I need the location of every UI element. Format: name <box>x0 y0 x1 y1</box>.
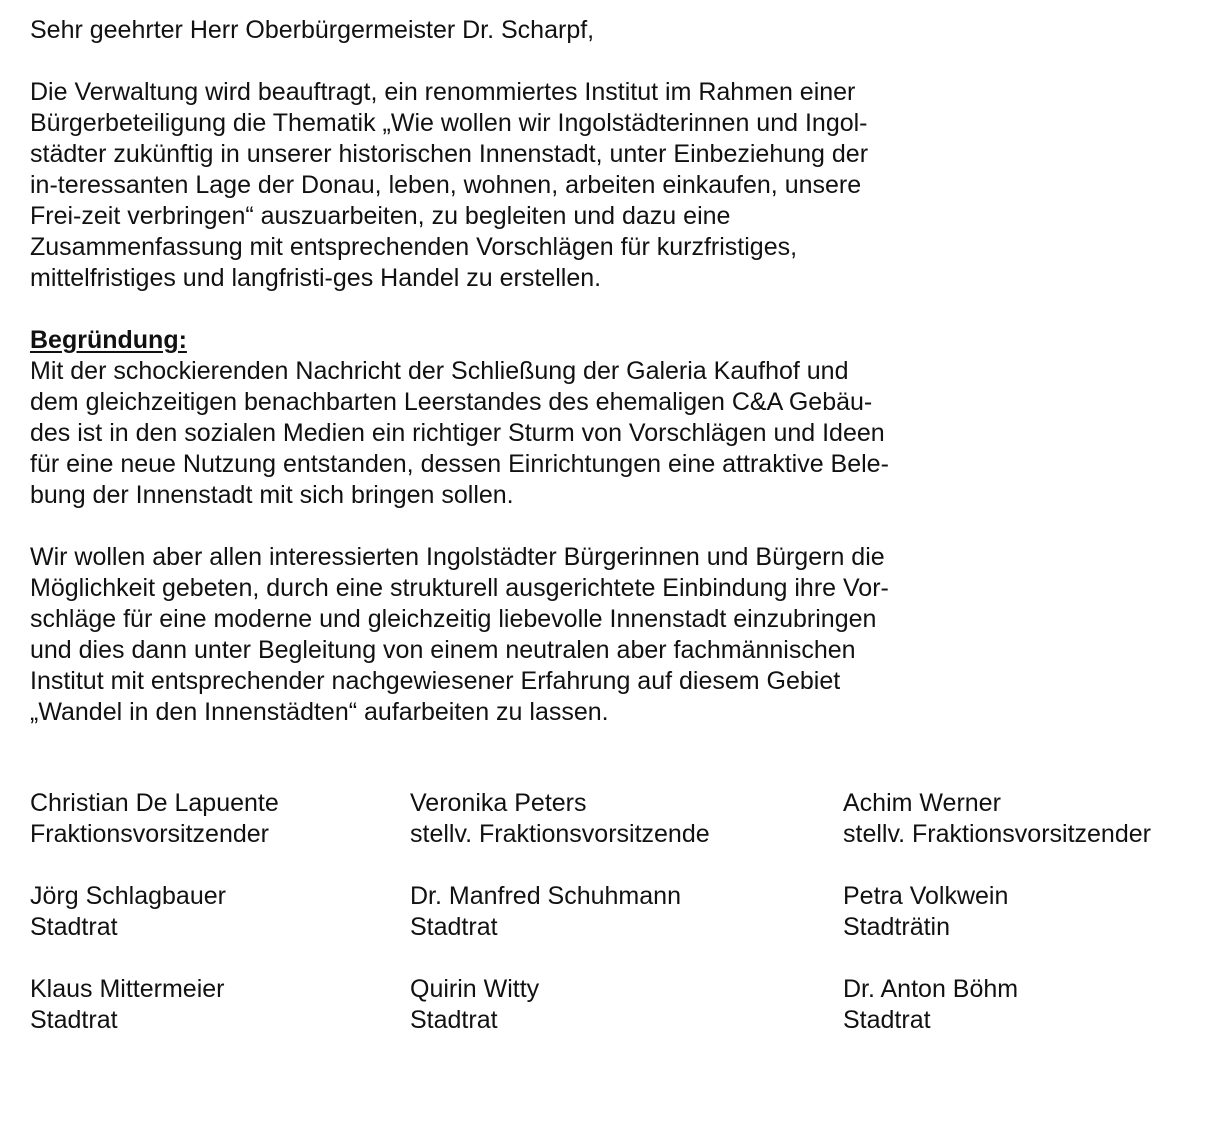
signatory-role: Stadträtin <box>843 913 951 941</box>
letter-body <box>30 15 1190 728</box>
signatory <box>30 788 279 850</box>
signatory-role: stellv. Fraktionsvorsitzender <box>843 820 1151 848</box>
signatory-name: Christian De Lapuente <box>30 789 279 817</box>
signatory-role: Stadtrat <box>410 913 498 941</box>
signatory-name: Petra Volkwein <box>843 882 1009 910</box>
signatory <box>30 881 226 943</box>
signature-block <box>30 788 1200 1067</box>
closing-paragraph <box>30 542 1190 728</box>
text-line: städter zukünftig in unserer historischen Innenstadt, unter Einbeziehung der <box>30 140 869 168</box>
text-line: in-teressanten Lage der Donau, leben, wohnen, arbeiten einkaufen, unsere <box>30 171 862 199</box>
signatory-role: Stadtrat <box>410 1006 498 1034</box>
paragraph-gap <box>30 294 1190 325</box>
text-line: Zusammenfassung mit entsprechenden Vorschlägen für kurzfristiges, <box>30 233 798 261</box>
signatory <box>843 974 1018 1036</box>
text-line: und dies dann unter Begleitung von einem neutralen aber fachmännischen <box>30 636 856 664</box>
signature-row <box>30 881 1200 974</box>
signatory-role: Fraktionsvorsitzender <box>30 820 269 848</box>
signatory-role: Stadtrat <box>30 913 118 941</box>
text-line: dem gleichzeitigen benachbarten Leerstandes des ehemaligen C&A Gebäu- <box>30 388 873 416</box>
signature-row <box>30 974 1200 1067</box>
text-line: des ist in den sozialen Medien ein richtiger Sturm von Vorschlägen und Ideen <box>30 419 885 447</box>
signatory-name: Achim Werner <box>843 789 1001 817</box>
signatory-name: Veronika Peters <box>410 789 587 817</box>
signatory-role: Stadtrat <box>30 1006 118 1034</box>
reason-paragraph <box>30 356 1190 511</box>
text-line: für eine neue Nutzung entstanden, dessen Einrichtungen eine attraktive Bele- <box>30 450 889 478</box>
salutation: Sehr geehrter Herr Oberbürgermeister Dr. Scharpf, <box>30 16 595 44</box>
signatory <box>410 881 681 943</box>
text-line: Möglichkeit gebeten, durch eine strukturell ausgerichtete Einbindung ihre Vor- <box>30 574 889 602</box>
signatory <box>410 788 710 850</box>
text-line: mittelfristiges und langfristi-ges Handel zu erstellen. <box>30 264 602 292</box>
reason-heading: Begründung: <box>30 326 187 354</box>
text-line: Wir wollen aber allen interessierten Ingolstädter Bürgerinnen und Bürgern die <box>30 543 885 571</box>
signature-row <box>30 788 1200 881</box>
request-paragraph <box>30 77 1190 294</box>
text-line: Institut mit entsprechender nachgewiesener Erfahrung auf diesem Gebiet <box>30 667 841 695</box>
signatory-name: Dr. Manfred Schuhmann <box>410 882 681 910</box>
signatory-name: Klaus Mittermeier <box>30 975 225 1003</box>
text-line: Die Verwaltung wird beauftragt, ein renommiertes Institut im Rahmen einer <box>30 78 856 106</box>
paragraph-gap <box>30 46 1190 77</box>
signatory-name: Dr. Anton Böhm <box>843 975 1019 1003</box>
signatory-role: Stadtrat <box>843 1006 931 1034</box>
text-line: „Wandel in den Innenstädten“ aufarbeiten zu lassen. <box>30 698 609 726</box>
signatory-role: stellv. Fraktionsvorsitzende <box>410 820 710 848</box>
signatory <box>843 881 1008 943</box>
text-line: schläge für eine moderne und gleichzeitig liebevolle Innenstadt einzubringen <box>30 605 877 633</box>
signatory <box>30 974 225 1036</box>
signatory-name: Quirin Witty <box>410 975 540 1003</box>
signatory-name: Jörg Schlagbauer <box>30 882 226 910</box>
text-line: bung der Innenstadt mit sich bringen sollen. <box>30 481 514 509</box>
text-line: Mit der schockierenden Nachricht der Schließung der Galeria Kaufhof und <box>30 357 849 385</box>
text-line: Frei-zeit verbringen“ auszuarbeiten, zu begleiten und dazu eine <box>30 202 731 230</box>
signatory <box>410 974 539 1036</box>
text-line: Bürgerbeteiligung die Thematik „Wie wollen wir Ingolstädterinnen und Ingol- <box>30 109 868 137</box>
paragraph-gap <box>30 511 1190 542</box>
signatory <box>843 788 1151 850</box>
